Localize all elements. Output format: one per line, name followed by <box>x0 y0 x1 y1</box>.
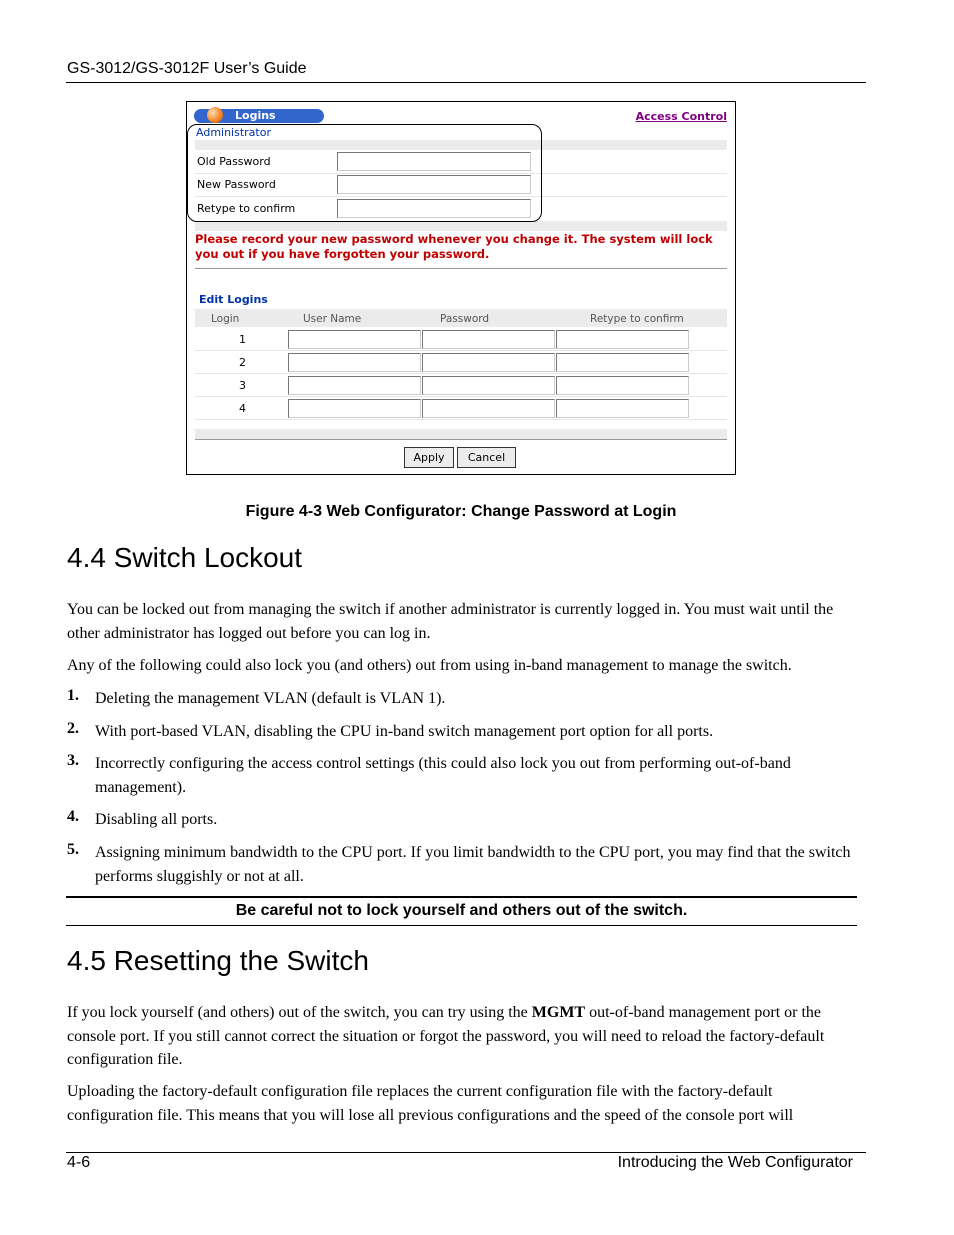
section-heading-switch-lockout: 4.4 Switch Lockout <box>67 542 303 573</box>
password-input[interactable] <box>422 376 555 395</box>
note-rule-top <box>66 896 857 898</box>
separator-line <box>195 268 727 269</box>
password-warning: Please record your new password whenever you change it. The system will lock you out if you have forgotten your password. <box>195 232 713 261</box>
row-divider <box>195 396 727 397</box>
retype-input[interactable] <box>556 330 689 349</box>
list-number: 2. <box>67 720 79 737</box>
list-item: Disabling all ports. <box>95 811 218 828</box>
footer-rule <box>66 1152 866 1153</box>
list-item: Incorrectly configuring the access control settings (this could also lock you out from performing out-of-band management). <box>95 755 791 796</box>
login-row-number: 3 <box>239 379 246 392</box>
chapter-title: Introducing the Web Configurator <box>617 1154 853 1171</box>
column-retype: Retype to confirm <box>590 313 684 325</box>
row-divider <box>195 350 727 351</box>
login-row-number: 2 <box>239 356 246 369</box>
column-login: Login <box>211 313 240 325</box>
list-item: Assigning minimum bandwidth to the CPU port. If you limit bandwidth to the CPU port, you may find that the switch performs sluggishly or not at all. <box>95 844 851 885</box>
page-header-title: GS-3012/GS-3012F User’s Guide <box>67 60 307 77</box>
list-number: 5. <box>67 841 79 858</box>
figure-screenshot <box>186 101 736 475</box>
cancel-button[interactable]: Cancel <box>457 447 516 468</box>
list-item: With port-based VLAN, disabling the CPU in-band switch management port option for all ports. <box>95 723 714 740</box>
user-name-input[interactable] <box>288 330 421 349</box>
mgmt-term: MGMT <box>531 1004 586 1021</box>
figure-caption: Figure 4-3 Web Configurator: Change Password at Login <box>245 503 677 520</box>
old-password-label: Old Password <box>197 155 271 168</box>
password-input[interactable] <box>422 353 555 372</box>
administrator-label: Administrator <box>196 126 271 139</box>
section-heading-resetting: 4.5 Resetting the Switch <box>67 945 369 976</box>
separator-line <box>195 439 727 440</box>
apply-button[interactable]: Apply <box>404 447 454 468</box>
user-name-input[interactable] <box>288 376 421 395</box>
retype-password-label: Retype to confirm <box>197 202 296 215</box>
user-name-input[interactable] <box>288 399 421 418</box>
row-divider <box>195 373 727 374</box>
note-rule-bottom <box>66 925 857 926</box>
list-number: 1. <box>67 687 79 704</box>
row-divider <box>195 419 727 420</box>
paragraph: You can be locked out from managing the switch if another administrator is currently logged in. You must wait until the other administrator has logged out before you can log in. <box>67 601 834 642</box>
orange-ball-icon <box>207 107 223 123</box>
login-row-number: 1 <box>239 333 246 346</box>
list-number: 4. <box>67 808 79 825</box>
list-item: Deleting the management VLAN (default is VLAN 1). <box>95 690 446 707</box>
user-name-input[interactable] <box>288 353 421 372</box>
retype-input[interactable] <box>556 353 689 372</box>
logins-title: Logins <box>235 109 276 122</box>
paragraph <box>67 1001 857 1072</box>
retype-input[interactable] <box>556 376 689 395</box>
page-number: 4-6 <box>67 1154 91 1171</box>
password-input[interactable] <box>422 330 555 349</box>
list-number: 3. <box>67 752 79 769</box>
paragraph: Uploading the factory-default configuration file replaces the current configuration file with the factory-default configuration file. This means that you will lose all previous configurations and the speed of the console port will <box>67 1083 794 1124</box>
paragraph-text: out-of-band management port or the console port. If you still cannot correct the situation or forgot the password, you will need to reload the factory-default configuration file. <box>67 1004 825 1068</box>
column-password: Password <box>440 313 490 325</box>
login-row-number: 4 <box>239 402 246 415</box>
caution-note: Be careful not to lock yourself and others out of the switch. <box>235 902 688 919</box>
paragraph: Any of the following could also lock you (and others) out from using in-band management to manage the switch. <box>67 657 792 674</box>
column-user-name: User Name <box>303 313 362 325</box>
header-rule <box>66 82 866 83</box>
new-password-label: New Password <box>197 178 276 191</box>
password-input[interactable] <box>422 399 555 418</box>
edit-logins-label: Edit Logins <box>199 293 268 306</box>
retype-input[interactable] <box>556 399 689 418</box>
admin-band-bottom <box>195 221 727 231</box>
table-bottom-band <box>195 429 727 439</box>
callout-box <box>187 124 542 222</box>
access-control-link[interactable]: Access Control <box>635 110 727 123</box>
paragraph-text: If you lock yourself (and others) out of the switch, you can try using the <box>67 1004 532 1021</box>
